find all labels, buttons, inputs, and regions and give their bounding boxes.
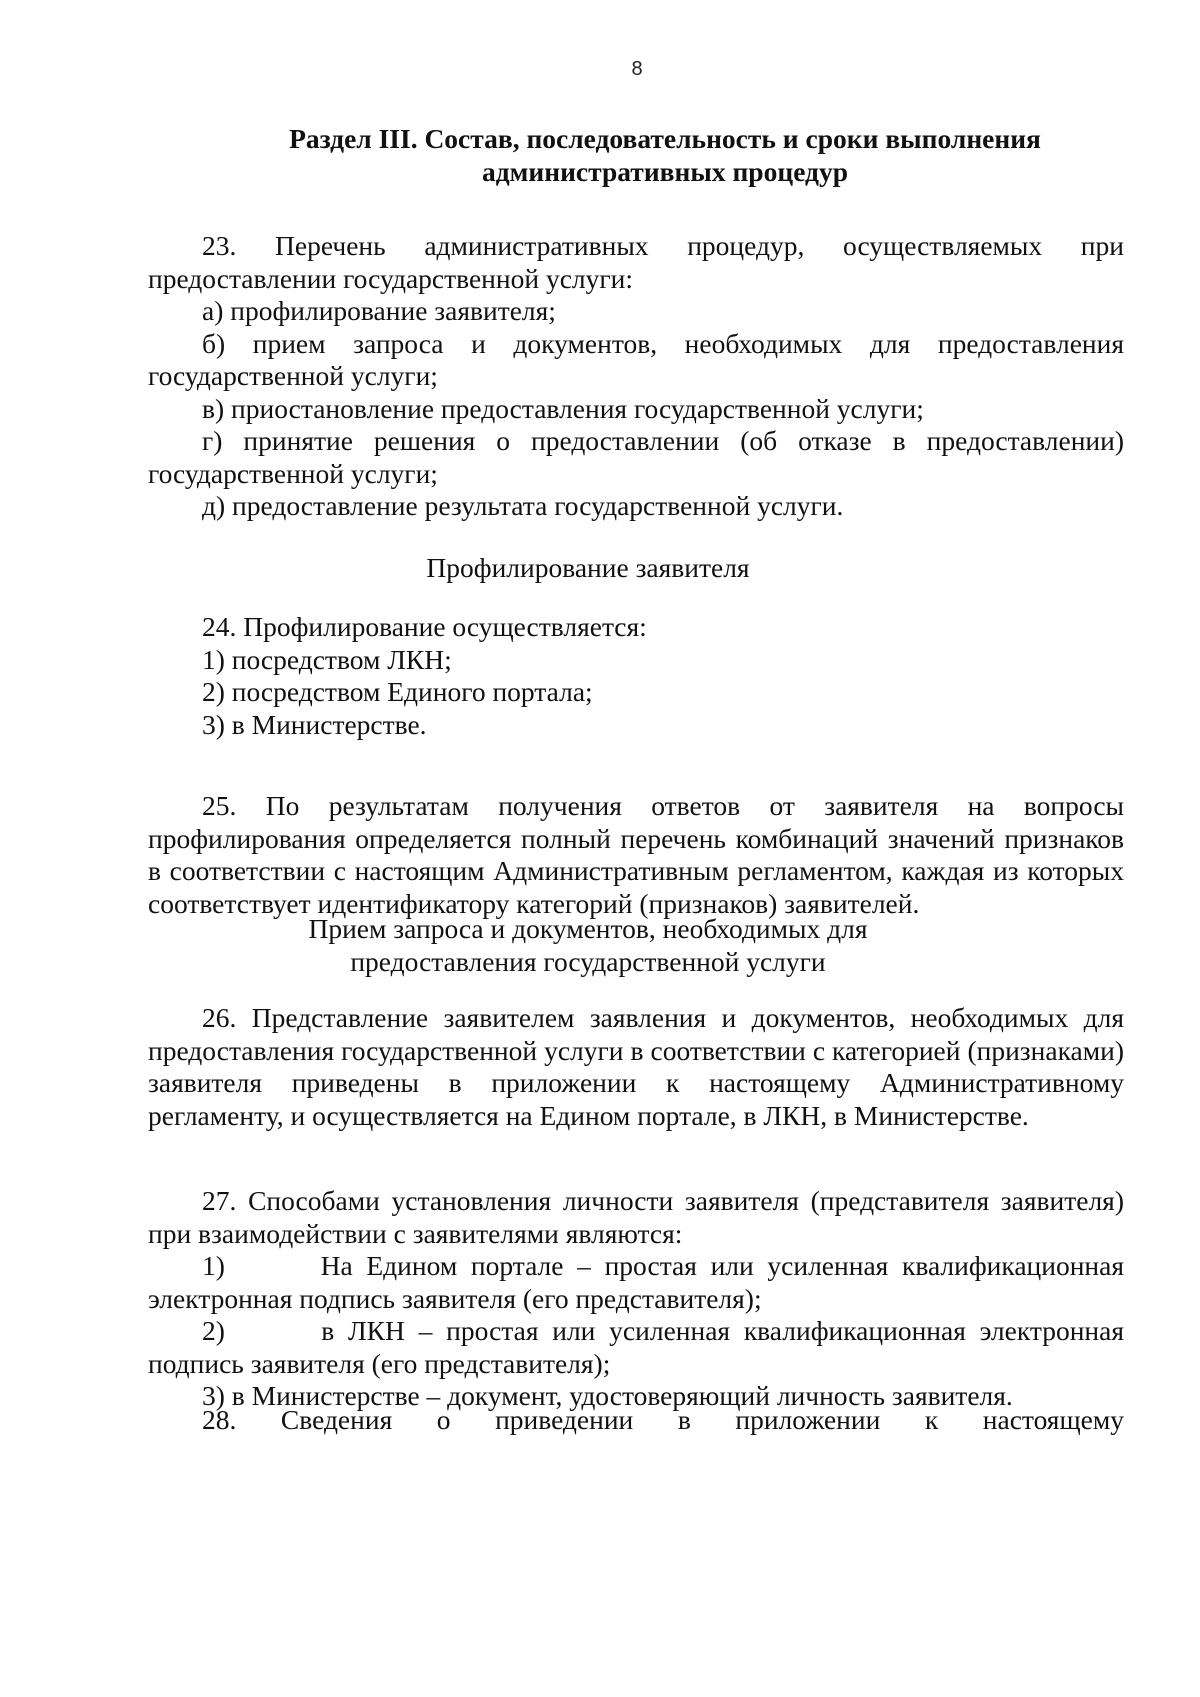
paragraph-24-intro: 24. Профилирование осуществляется: <box>202 611 647 642</box>
list-item-d: д) предоставление результата государственной услуги. <box>202 490 844 521</box>
paragraph-26-text: 26. Представление заявителем заявления и документов, необходимых для предоставления государственной услуги в соответствии с категорией (признаками) заявителя приведены в приложении к настоящему Административному регламенту, и осуществляется на Едином портале, в ЛКН, в Министерстве. <box>148 1002 1124 1131</box>
paragraph-27 <box>148 1185 1124 1413</box>
list-item-1: 1) посредством ЛКН; <box>202 643 452 675</box>
identity-method-2-number: 2) <box>202 1315 225 1346</box>
paragraph-24 <box>148 611 1124 741</box>
list-item-2: 2) посредством Единого портала; <box>202 676 593 707</box>
paragraph-23 <box>148 230 1124 523</box>
identity-method-2 <box>148 1315 1124 1380</box>
list-item-3: 3) в Министерстве. <box>202 708 427 740</box>
paragraph-23-intro: 23. Перечень административных процедур, осуществляемых при предоставлении государственной услуги: <box>148 230 1124 294</box>
section-title-line-1: Раздел III. Состав, последовательность и сроки выполнения <box>289 123 1041 154</box>
subheading-reception-line-2: предоставления государственной услуги <box>350 945 826 977</box>
list-item-v: в) приостановление предоставления государственной услуги; <box>202 392 924 424</box>
identity-method-1-number: 1) <box>202 1250 225 1281</box>
identity-method-3: 3) в Министерстве – документ, удостоверяющий личность заявителя. <box>202 1380 1013 1411</box>
paragraph-26 <box>148 1002 1124 1132</box>
subheading-reception-line-1: Прием запроса и документов, необходимых для <box>308 913 868 944</box>
identity-method-2-text: в ЛКН – простая или усиленная квалификационная электронная подпись заявителя (его представителя); <box>148 1315 1124 1379</box>
list-item-g: г) принятие решения о предоставлении (об отказе в предоставлении) государственной услуги; <box>148 425 1124 489</box>
list-item-b: б) прием запроса и документов, необходимых для предоставления государственной услуги; <box>148 327 1124 391</box>
paragraph-28-text: 28. Сведения о приведении в приложении к настоящему <box>202 1404 1124 1435</box>
page-number: 8 <box>631 58 643 80</box>
paragraph-25 <box>148 790 1124 920</box>
paragraph-28 <box>148 1404 1124 1437</box>
subheading-reception <box>148 913 1028 978</box>
identity-method-1-text: На Едином портале – простая или усиленная квалификационная электронная подпись заявителя (его представителя); <box>148 1250 1124 1314</box>
subheading-profiling: Профилирование заявителя <box>426 552 750 583</box>
list-item-a: а) профилирование заявителя; <box>202 295 556 326</box>
section-title <box>0 122 1200 188</box>
identity-method-1 <box>148 1250 1124 1315</box>
paragraph-25-text: 25. По результатам получения ответов от заявителя на вопросы профилирования определяется полный перечень комбинаций значений признаков в соответствии с настоящим Административным регламентом, каждая из которых соответствует идентификатору категорий (признаков) заявителей. <box>148 790 1124 919</box>
paragraph-27-intro: 27. Способами установления личности заявителя (представителя заявителя) при взаимодействии с заявителями являются: <box>148 1185 1124 1249</box>
section-title-line-2: административных процедур <box>482 156 848 187</box>
